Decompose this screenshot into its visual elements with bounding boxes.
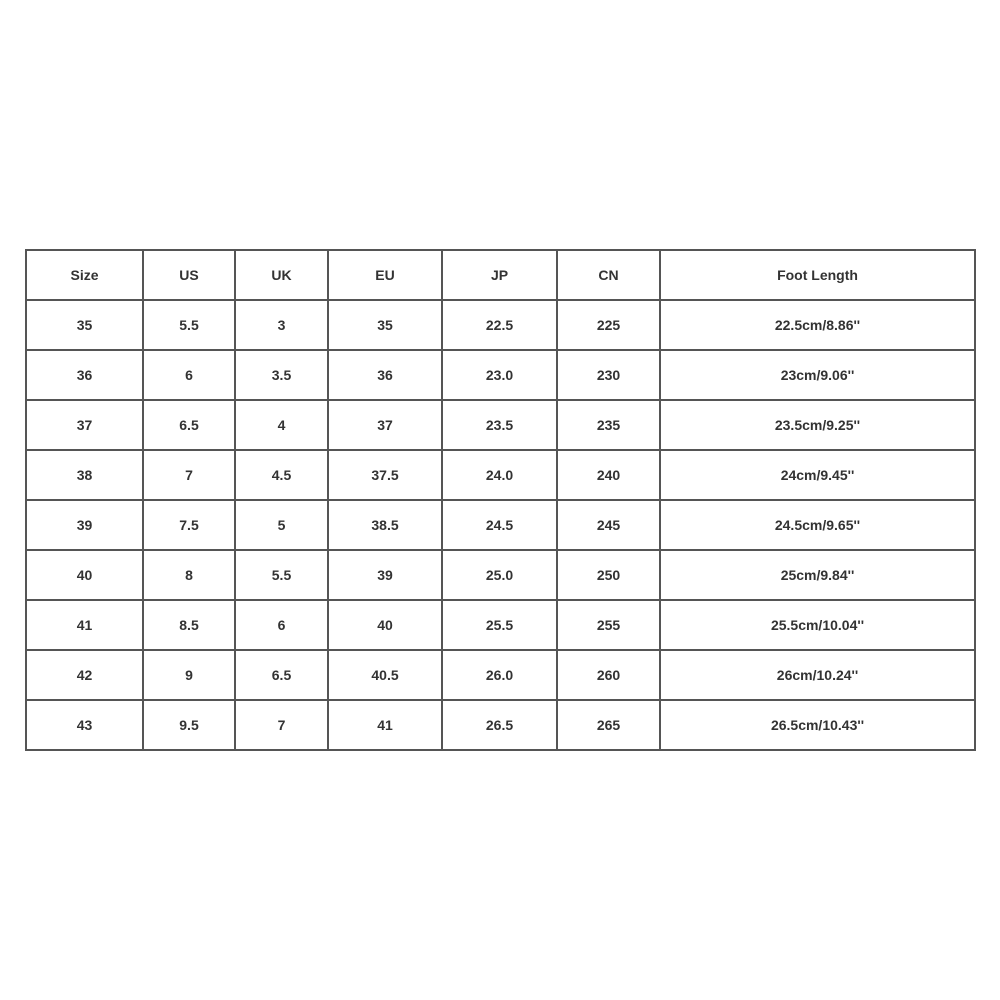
cell-jp: 24.5 [442, 500, 557, 550]
cell-us: 8.5 [143, 600, 235, 650]
cell-eu: 40.5 [328, 650, 442, 700]
cell-uk: 7 [235, 700, 328, 750]
cell-cn: 235 [557, 400, 660, 450]
cell-cn: 230 [557, 350, 660, 400]
cell-size: 41 [26, 600, 143, 650]
cell-us: 6 [143, 350, 235, 400]
cell-uk: 5.5 [235, 550, 328, 600]
cell-uk: 4.5 [235, 450, 328, 500]
cell-cn: 240 [557, 450, 660, 500]
cell-jp: 25.5 [442, 600, 557, 650]
cell-cn: 255 [557, 600, 660, 650]
table-row [26, 450, 975, 500]
cell-jp: 23.5 [442, 400, 557, 450]
table-row [26, 700, 975, 750]
table-row [26, 300, 975, 350]
header-cn: CN [557, 250, 660, 300]
cell-eu: 36 [328, 350, 442, 400]
cell-uk: 5 [235, 500, 328, 550]
cell-eu: 41 [328, 700, 442, 750]
cell-size: 37 [26, 400, 143, 450]
cell-cn: 260 [557, 650, 660, 700]
cell-cn: 245 [557, 500, 660, 550]
cell-eu: 39 [328, 550, 442, 600]
cell-size: 36 [26, 350, 143, 400]
cell-cn: 250 [557, 550, 660, 600]
cell-us: 8 [143, 550, 235, 600]
cell-foot-length: 24cm/9.45'' [660, 450, 975, 500]
header-foot-length: Foot Length [660, 250, 975, 300]
cell-foot-length: 22.5cm/8.86'' [660, 300, 975, 350]
cell-jp: 24.0 [442, 450, 557, 500]
cell-eu: 37 [328, 400, 442, 450]
cell-jp: 26.0 [442, 650, 557, 700]
cell-us: 9.5 [143, 700, 235, 750]
cell-foot-length: 23.5cm/9.25'' [660, 400, 975, 450]
cell-uk: 3 [235, 300, 328, 350]
cell-foot-length: 25.5cm/10.04'' [660, 600, 975, 650]
cell-jp: 22.5 [442, 300, 557, 350]
cell-foot-length: 25cm/9.84'' [660, 550, 975, 600]
header-us: US [143, 250, 235, 300]
header-uk: UK [235, 250, 328, 300]
cell-cn: 225 [557, 300, 660, 350]
cell-foot-length: 24.5cm/9.65'' [660, 500, 975, 550]
header-row [26, 250, 975, 300]
cell-size: 38 [26, 450, 143, 500]
cell-us: 6.5 [143, 400, 235, 450]
table-row [26, 400, 975, 450]
cell-cn: 265 [557, 700, 660, 750]
cell-foot-length: 23cm/9.06'' [660, 350, 975, 400]
cell-eu: 35 [328, 300, 442, 350]
cell-size: 40 [26, 550, 143, 600]
cell-eu: 38.5 [328, 500, 442, 550]
table-row [26, 500, 975, 550]
cell-jp: 23.0 [442, 350, 557, 400]
cell-jp: 26.5 [442, 700, 557, 750]
cell-eu: 37.5 [328, 450, 442, 500]
cell-uk: 3.5 [235, 350, 328, 400]
cell-foot-length: 26.5cm/10.43'' [660, 700, 975, 750]
cell-uk: 6.5 [235, 650, 328, 700]
cell-us: 5.5 [143, 300, 235, 350]
cell-size: 42 [26, 650, 143, 700]
table-row [26, 650, 975, 700]
header-size: Size [26, 250, 143, 300]
size-chart-table [25, 249, 976, 751]
cell-uk: 4 [235, 400, 328, 450]
cell-us: 9 [143, 650, 235, 700]
cell-size: 43 [26, 700, 143, 750]
table-row [26, 550, 975, 600]
cell-jp: 25.0 [442, 550, 557, 600]
table-row [26, 600, 975, 650]
cell-size: 35 [26, 300, 143, 350]
header-jp: JP [442, 250, 557, 300]
table-row [26, 350, 975, 400]
cell-uk: 6 [235, 600, 328, 650]
cell-us: 7.5 [143, 500, 235, 550]
cell-size: 39 [26, 500, 143, 550]
cell-foot-length: 26cm/10.24'' [660, 650, 975, 700]
header-eu: EU [328, 250, 442, 300]
cell-eu: 40 [328, 600, 442, 650]
cell-us: 7 [143, 450, 235, 500]
